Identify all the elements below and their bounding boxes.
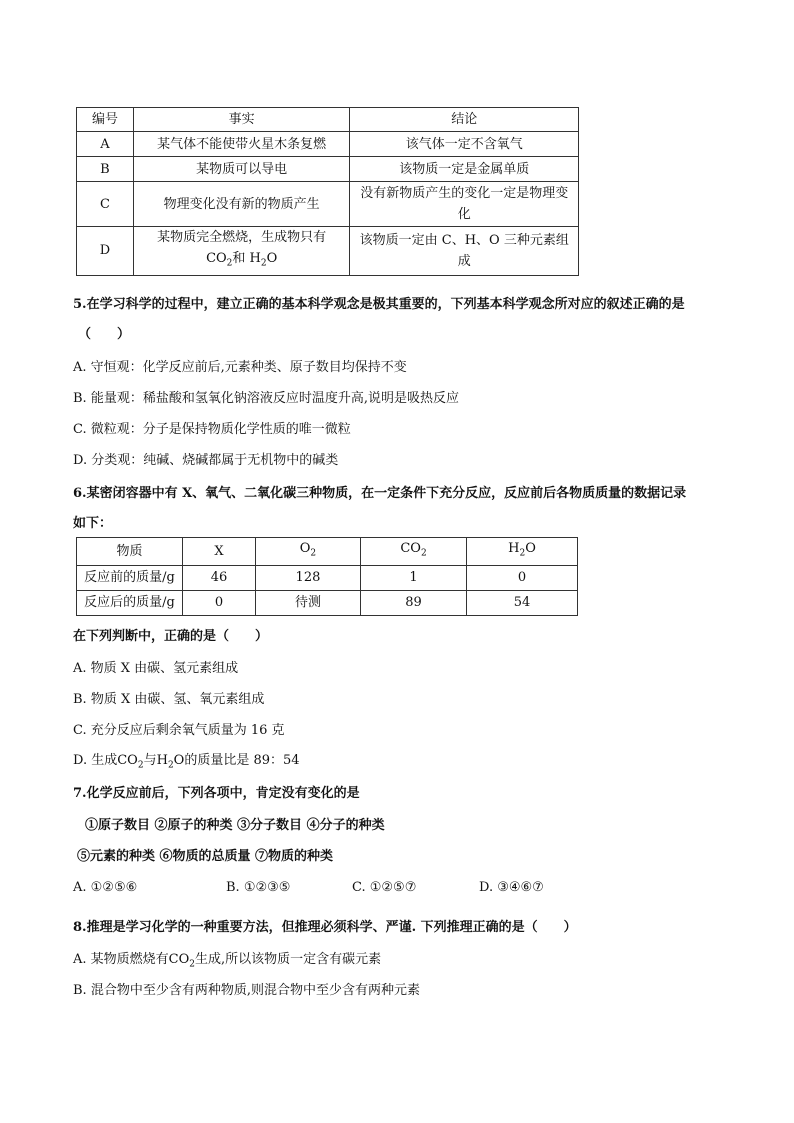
formula-o: O [173, 753, 185, 768]
option-text: 生成,所以该物质一定含有碳元素 [195, 952, 382, 967]
subscript: 2 [137, 760, 144, 771]
header-cell: 事实 [133, 108, 350, 132]
question-5-paren: （ ） [78, 327, 131, 342]
row-fact: 某物质可以导电 [133, 157, 350, 182]
row-id: A [77, 132, 134, 157]
formula-co2: CO [117, 753, 138, 768]
q8-option-a [73, 948, 381, 970]
q5-option-b: B. 能量观：稀盐酸和氢氧化钠溶液反应时温度升高,说明是吸热反应 [73, 391, 459, 406]
header-cell: X [183, 538, 256, 566]
row-label: 反应前的质量/g [77, 565, 183, 590]
option-text: D. 生成 [73, 753, 118, 768]
formula-co2: CO [400, 541, 421, 556]
row-id: C [77, 182, 134, 227]
q6-option-d [73, 749, 300, 771]
q6-prompt: 在下列判断中，正确的是（ ） [73, 629, 269, 644]
row-conclusion: 该物质一定是金属单质 [350, 157, 579, 182]
header-cell: 结论 [350, 108, 579, 132]
formula-o2: O [299, 541, 311, 556]
q7-option-a: A. ①②⑤⑥ [73, 880, 138, 895]
q6-option-a: A. 物质 X 由碳、氢元素组成 [73, 661, 239, 676]
cell: 54 [467, 590, 578, 615]
row-label: 反应后的质量/g [77, 590, 183, 615]
formula-co2: CO [206, 251, 227, 266]
subscript: 2 [189, 959, 195, 970]
table-row [77, 590, 578, 615]
conclusion-line: 化 [457, 207, 471, 222]
header-cell [360, 538, 466, 566]
q5-option-a: A. 守恒观：化学反应前后,元素种类、原子数目均保持不变 [73, 360, 407, 375]
table-row [77, 157, 579, 182]
q5-option-d: D. 分类观：纯碱、烧碱都属于无机物中的碱类 [73, 453, 339, 468]
row-conclusion [350, 182, 579, 227]
subscript: 2 [167, 760, 174, 771]
fact-line: 某物质完全燃烧，生成物只有 [157, 230, 327, 245]
row-id: D [77, 227, 134, 276]
table-header-row [77, 108, 579, 132]
q7-items-line-2: ⑤元素的种类 ⑥物质的总质量 ⑦物质的种类 [77, 849, 334, 864]
formula-co2: CO [168, 952, 190, 967]
row-conclusion: 该气体一定不含氧气 [350, 132, 579, 157]
conclusion-line: 没有新物质产生的变化一定是物理变 [360, 186, 569, 201]
cell: 89 [360, 590, 466, 615]
row-fact: 物理变化没有新的物质产生 [133, 182, 350, 227]
formula-h2o: H [156, 753, 168, 768]
row-id: B [77, 157, 134, 182]
table-row [77, 182, 579, 227]
row-fact [133, 227, 350, 276]
question-6-stem-cont: 如下： [73, 516, 113, 531]
q7-items-line-1: ①原子数目 ②原子的种类 ③分子数目 ④分子的种类 [85, 818, 385, 833]
row-conclusion [350, 227, 579, 276]
cell: 128 [255, 565, 360, 590]
header-cell: 物质 [77, 538, 183, 566]
question-8-stem: 8.推理是学习化学的一种重要方法，但推理必须科学、严谨. 下列推理正确的是（ ） [73, 920, 577, 935]
header-cell: 编号 [77, 108, 134, 132]
q7-option-d: D. ③④⑥⑦ [479, 880, 544, 895]
fact-conclusion-table [76, 107, 579, 276]
mass-data-table [76, 537, 578, 616]
formula-h2o: H [508, 541, 520, 556]
header-cell [467, 538, 578, 566]
conclusion-line: 该物质一定由 C、H、O 三种元素组 [359, 232, 569, 248]
q5-option-c: C. 微粒观：分子是保持物质化学性质的唯一微粒 [73, 422, 351, 437]
option-text: A. 某物质燃烧有 [73, 952, 169, 967]
table-row [77, 132, 579, 157]
cell: 待测 [255, 590, 360, 615]
question-6-stem: 6.某密闭容器中有 X、氧气、二氧化碳三种物质，在一定条件下充分反应，反应前后各物质质量的数据记录 [73, 486, 687, 501]
question-7-stem: 7.化学反应前后，下列各项中，肯定没有变化的是 [73, 786, 360, 801]
row-fact: 某气体不能使带火星木条复燃 [133, 132, 350, 157]
subscript: 2 [226, 258, 233, 269]
subscript: 2 [310, 548, 317, 559]
option-text: 的质量比是 89：54 [184, 753, 300, 768]
cell: 46 [183, 565, 256, 590]
q6-option-c: C. 充分反应后剩余氧气质量为 16 克 [73, 723, 285, 738]
fact-text: O [266, 251, 278, 266]
conclusion-line: 成 [457, 253, 471, 269]
subscript: 2 [420, 548, 427, 559]
subscript: 2 [519, 548, 526, 559]
q7-option-b: B. ①②③⑤ [226, 880, 291, 895]
table-header-row [77, 538, 578, 566]
cell: 0 [467, 565, 578, 590]
option-text: 与 [143, 753, 157, 768]
cell: 0 [183, 590, 256, 615]
q6-option-b: B. 物质 X 由碳、氢、氧元素组成 [73, 692, 265, 707]
fact-text: 和 H [232, 251, 261, 266]
subscript: 2 [260, 258, 267, 269]
table-row [77, 227, 579, 276]
formula-o: O [525, 541, 536, 556]
table-row [77, 565, 578, 590]
q8-option-b: B. 混合物中至少含有两种物质,则混合物中至少含有两种元素 [73, 983, 420, 998]
question-5-stem: 5.在学习科学的过程中，建立正确的基本科学观念是极其重要的，下列基本科学观念所对应的叙述正确的是 [73, 297, 685, 312]
header-cell [255, 538, 360, 566]
q7-option-c: C. ①②⑤⑦ [352, 880, 417, 895]
cell: 1 [360, 565, 466, 590]
